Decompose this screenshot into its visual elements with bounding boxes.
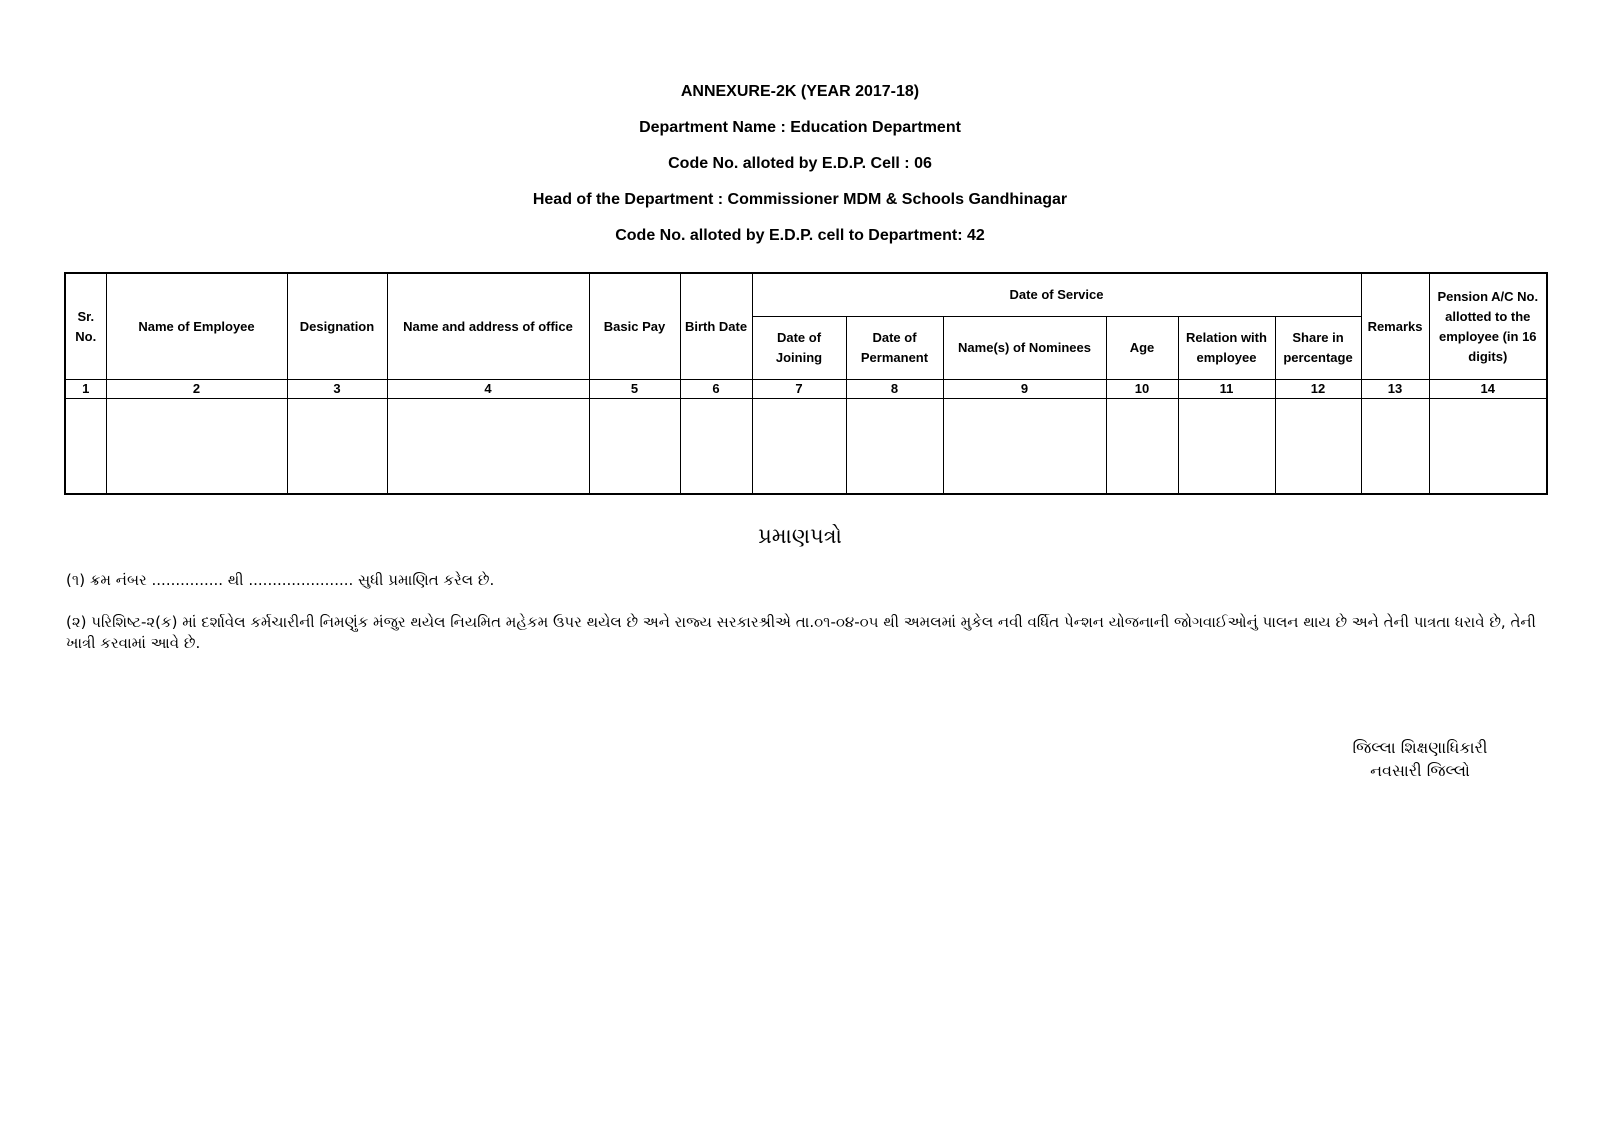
col-relation: Relation with employee	[1178, 317, 1275, 380]
col-birth-date: Birth Date	[680, 273, 752, 380]
col-designation: Designation	[287, 273, 387, 380]
column-number: 11	[1178, 380, 1275, 399]
column-number: 12	[1275, 380, 1361, 399]
col-date-of-permanent: Date of Permanent	[846, 317, 943, 380]
table-cell	[1361, 399, 1429, 495]
table-cell	[1178, 399, 1275, 495]
signatory-designation: જિલ્લા શિક્ષણાધિકારી	[1352, 738, 1488, 757]
col-age: Age	[1106, 317, 1178, 380]
table-cell	[680, 399, 752, 495]
certificate-line-2: (૨) પરિશિષ્ટ-૨(ક) માં દર્શાવેલ કર્મચારીની નિમણુંક મંજુર થયેલ નિયમિત મહેકમ ઉપર થયેલ છે અને રાજ્ય સરકારશ્રીએ તા.૦૧-૦૪-૦૫ થી અમલમાં મુકેલ નવી વર્ધિત પેન્શન યોજનાની જોગવાઈઓનું પાલન થાય છે અને તેની પાત્રતા ધરાવે છે, તેની ખાત્રી કરવામાં આવે છે.	[66, 613, 1536, 652]
column-number: 8	[846, 380, 943, 399]
col-date-of-joining: Date of Joining	[752, 317, 846, 380]
column-number: 9	[943, 380, 1106, 399]
column-number: 6	[680, 380, 752, 399]
col-name-of-employee: Name of Employee	[106, 273, 287, 380]
column-number: 1	[65, 380, 106, 399]
table-cell	[287, 399, 387, 495]
col-pension-ac: Pension A/C No. allotted to the employee (in 16 digits)	[1429, 273, 1547, 380]
column-number: 7	[752, 380, 846, 399]
col-sr-no: Sr. No.	[65, 273, 106, 380]
blank-data-row	[65, 399, 1547, 495]
col-date-of-service: Date of Service	[752, 273, 1361, 317]
col-share: Share in percentage	[1275, 317, 1361, 380]
column-number: 3	[287, 380, 387, 399]
table-cell	[846, 399, 943, 495]
column-number: 5	[589, 380, 680, 399]
head-of-department: Head of the Department : Commissioner MDM & Schools Gandhinagar	[532, 191, 1068, 208]
col-office: Name and address of office	[387, 273, 589, 380]
column-number: 10	[1106, 380, 1178, 399]
edp-cell-code: Code No. alloted by E.D.P. Cell : 06	[668, 155, 932, 172]
signature-block	[1300, 736, 1540, 782]
table-cell	[752, 399, 846, 495]
certificate-title: પ્રમાણપત્રો	[758, 524, 842, 548]
col-remarks: Remarks	[1361, 273, 1429, 380]
department-name: Department Name : Education Department	[639, 119, 961, 136]
table-cell	[387, 399, 589, 495]
table-cell	[1106, 399, 1178, 495]
table-cell	[1275, 399, 1361, 495]
table-cell	[106, 399, 287, 495]
edp-department-code: Code No. alloted by E.D.P. cell to Department: 42	[615, 227, 985, 244]
col-basic-pay: Basic Pay	[589, 273, 680, 380]
signatory-district: નવસારી જિલ્લો	[1370, 761, 1470, 780]
column-number-row	[65, 380, 1547, 399]
table-cell	[589, 399, 680, 495]
column-number: 4	[387, 380, 589, 399]
table-cell	[1429, 399, 1547, 495]
column-number: 2	[106, 380, 287, 399]
column-number: 14	[1429, 380, 1547, 399]
column-number: 13	[1361, 380, 1429, 399]
col-nominees: Name(s) of Nominees	[943, 317, 1106, 380]
table-cell	[943, 399, 1106, 495]
annexure-title: ANNEXURE-2K (YEAR 2017-18)	[680, 83, 920, 100]
certificate-line-1: (૧) ક્રમ નંબર ............... થી ...................... સુધી પ્રમાણિત કરેલ છે.	[66, 571, 495, 589]
table-cell	[65, 399, 106, 495]
annexure-table	[64, 272, 1548, 495]
document-header	[0, 78, 1600, 258]
